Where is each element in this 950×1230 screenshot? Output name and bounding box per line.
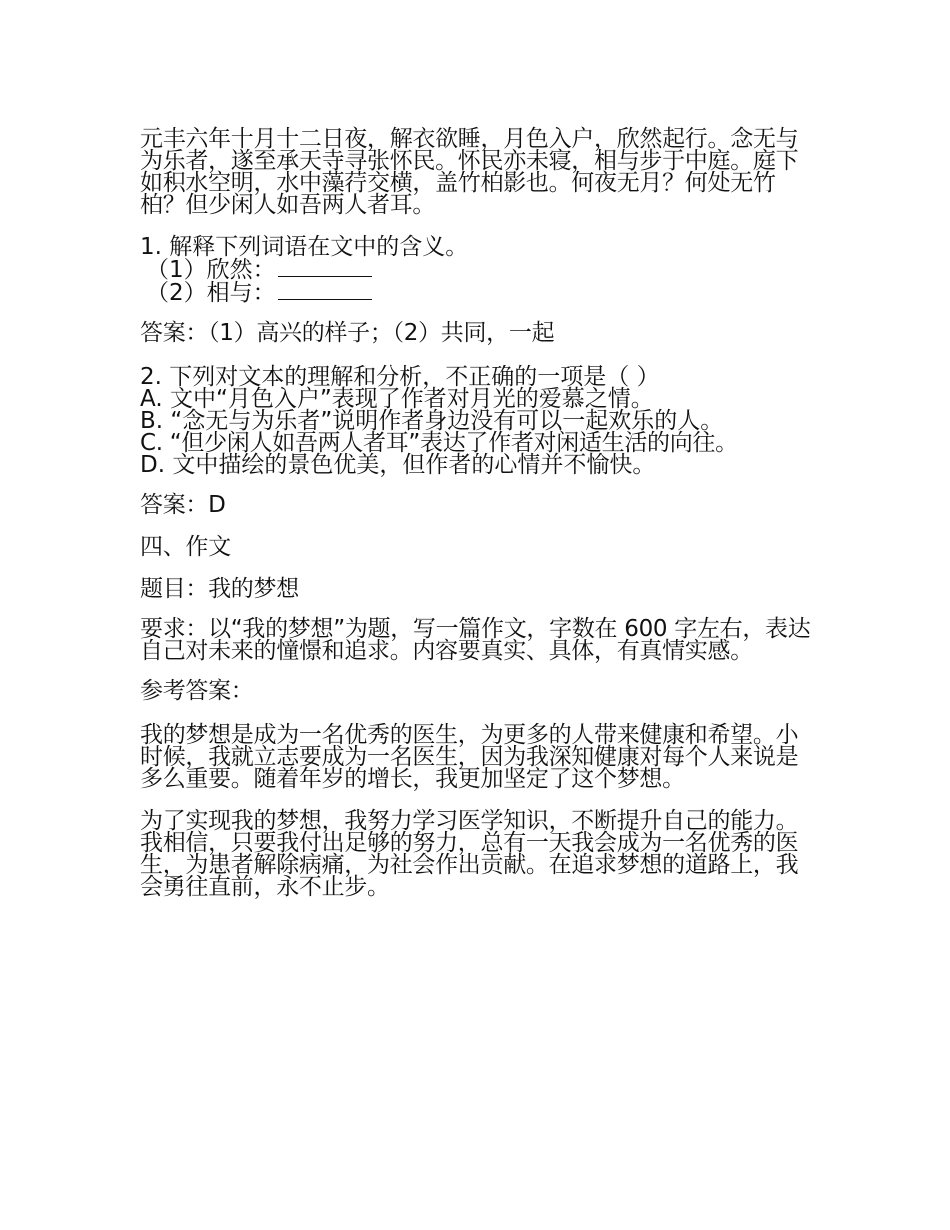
question-1-item-2 — [140, 281, 820, 304]
document-page — [140, 128, 820, 898]
question-2-option-d: D. 文中描绘的景色优美，但作者的心情并不愉快。 — [140, 452, 656, 478]
essay-topic: 题目：我的梦想 — [140, 576, 299, 602]
question-1-title: 1. 解释下列词语在文中的含义。 — [140, 234, 469, 260]
question-1-item-1-label: （1）欣然： — [146, 257, 276, 283]
question-2-answer: 答案：D — [140, 492, 226, 518]
question-2-option-c: C. “但少闲人如吾两人者耳”表达了作者对闲适生活的向往。 — [140, 430, 738, 456]
answer-blank-1 — [278, 258, 372, 277]
answer-blank-2 — [278, 281, 372, 300]
question-2-option-b: B. “念无与为乐者”说明作者身边没有可以一起欢乐的人。 — [140, 408, 724, 434]
question-2 — [140, 366, 820, 476]
section-heading: 四、作文 — [140, 534, 231, 560]
reference-answer-label: 参考答案： — [140, 678, 254, 704]
essay-paragraph-1: 我的梦想是成为一名优秀的医生，为更多的人带来健康和希望。小时候，我就立志要成为一名医生，因为我深知健康对每个人来说是多么重要。随着年岁的增长，我更加坚定了这个梦想。 — [140, 722, 799, 792]
question-1 — [140, 236, 820, 304]
essay-requirement: 要求：以“我的梦想”为题，写一篇作文，字数在 600 字左右，表达自己对未来的憧憬和追求。内容要真实、具体，有真情实感。 — [140, 616, 811, 664]
essay-paragraph-2: 为了实现我的梦想，我努力学习医学知识，不断提升自己的能力。我相信，只要我付出足够的努力，总有一天我会成为一名优秀的医生，为患者解除病痛，为社会作出贡献。在追求梦想的道路上，我会勇往直前，永不止步。 — [140, 808, 799, 900]
question-1-item-2-label: （2）相与： — [146, 280, 276, 306]
question-2-option-a: A. 文中“月色入户”表现了作者对月光的爱慕之情。 — [140, 386, 654, 412]
question-1-answer: 答案：（1）高兴的样子；（2）共同，一起 — [140, 320, 555, 346]
passage-text: 元丰六年十月十二日夜，解衣欲睡，月色入户，欣然起行。念无与为乐者，遂至承天寺寻张怀民。怀民亦未寝，相与步于中庭。庭下如积水空明，水中藻荇交横，盖竹柏影也。何夜无月？何处无竹柏？但少闲人如吾两人者耳。 — [140, 126, 799, 218]
question-1-item-1 — [140, 258, 820, 281]
question-2-title: 2. 下列对文本的理解和分析，不正确的一项是（ ） — [140, 364, 660, 390]
